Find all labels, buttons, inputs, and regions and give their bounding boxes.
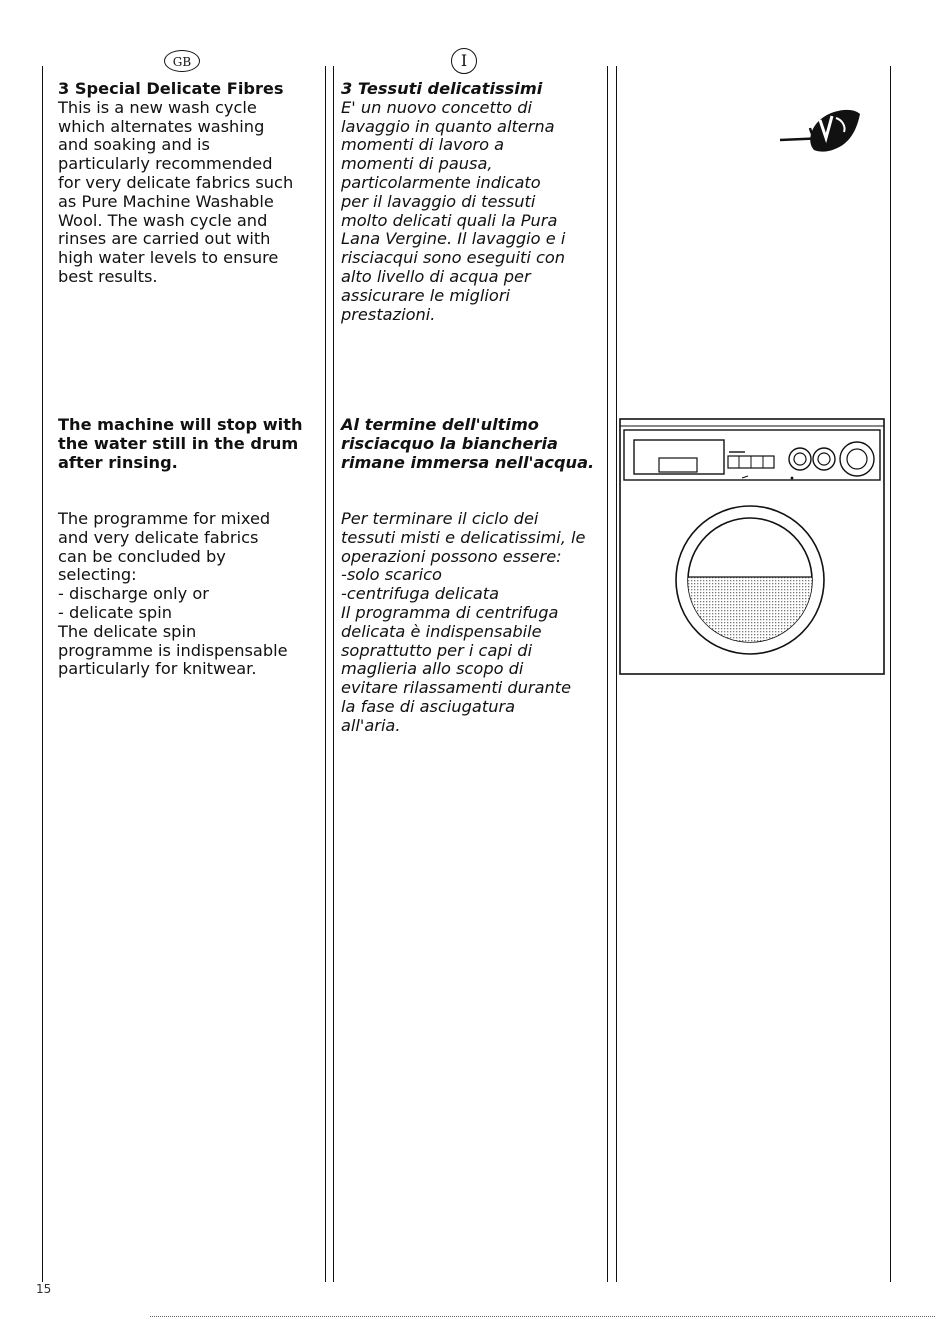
column-rule-right-b [616,66,617,1282]
it-line: Il programma di centrifuga [341,602,559,622]
it-line: momenti di lavoro a [341,135,505,155]
en-line: selecting: [58,565,137,585]
it-line: lavaggio in quanto alterna [341,116,555,136]
en-line: - discharge only or [58,584,209,604]
it-line: -solo scarico [341,565,442,585]
it-line: Lana Vergine. Il lavaggio e i [341,229,566,249]
en-line: Wool. The wash cycle and [58,210,268,230]
it-line: evitare rilassamenti durante [341,678,572,698]
en-line: best results. [58,266,158,286]
it-line: per il lavaggio di tessuti [341,191,536,211]
washing-machine-icon [619,418,885,676]
it-line: alto livello di acqua per [341,266,531,286]
english-column [58,80,318,287]
it-line: maglieria allo scopo di [341,659,524,679]
it-section-title: 3 Tessuti delicatissimi [341,79,543,98]
en-line: - delicate spin [58,602,172,622]
en-line: The programme for mixed [58,509,271,528]
english-notice [58,416,318,472]
it-line: molto delicati quali la Pura [341,210,558,230]
en-line: which alternates washing [58,116,265,136]
italian-notice [341,416,603,472]
en-line: This is a new wash cycle [58,97,257,117]
it-line: prestazioni. [341,304,436,324]
en-line: high water levels to ensure [58,248,279,268]
it-line: soprattutto per i capi di [341,640,533,660]
en-line: and soaking and is [58,135,210,155]
it-notice-line: Al termine dell'ultimo [341,415,539,434]
it-line: la fase di asciugatura [341,696,516,716]
en-line: particularly for knitwear. [58,659,257,679]
en-notice-line: after rinsing. [58,452,178,472]
en-line: can be concluded by [58,546,226,566]
it-line: tessuti misti e delicatissimi, le [341,527,586,547]
it-line: all'aria. [341,715,401,735]
language-badge-en: GB [164,50,200,72]
italian-column-lower [341,510,603,736]
it-line: Per terminare il ciclo dei [341,509,539,528]
en-line: rinses are carried out with [58,229,271,249]
en-section-title: 3 Special Delicate Fibres [58,79,284,98]
it-line: operazioni possono essere: [341,546,562,566]
it-line: momenti di pausa, [341,154,493,174]
page-number: 15 [36,1282,52,1296]
italian-column [341,80,603,324]
column-rule-middle-a [325,66,326,1282]
it-line: E' un nuovo concetto di [341,97,532,117]
it-line: -centrifuga delicata [341,584,500,604]
en-line: as Pure Machine Washable [58,191,274,211]
it-line: assicurare le migliori [341,285,510,305]
it-line: risciacqui sono eseguiti con [341,248,566,268]
column-rule-middle-b [333,66,334,1282]
en-line: for very delicate fabrics such [58,172,294,192]
en-line: programme is indispensable [58,640,288,660]
column-rule-left [42,66,43,1282]
it-line: particolarmente indicato [341,172,541,192]
it-notice-line: rimane immersa nell'acqua. [341,452,595,472]
it-line: delicata è indispensabile [341,621,542,641]
language-badge-it: I [451,48,477,74]
en-line: and very delicate fabrics [58,527,259,547]
column-rule-right-a [607,66,608,1282]
column-rule-edge [890,66,891,1282]
en-notice-line: the water still in the drum [58,433,299,453]
bottom-rule [150,1316,935,1317]
it-notice-line: risciacquo la biancheria [341,433,558,453]
en-line: particularly recommended [58,154,273,174]
en-notice-line: The machine will stop with [58,415,303,434]
english-column-lower [58,510,318,679]
en-line: The delicate spin [58,621,197,641]
wool-symbol-icon [776,102,866,162]
